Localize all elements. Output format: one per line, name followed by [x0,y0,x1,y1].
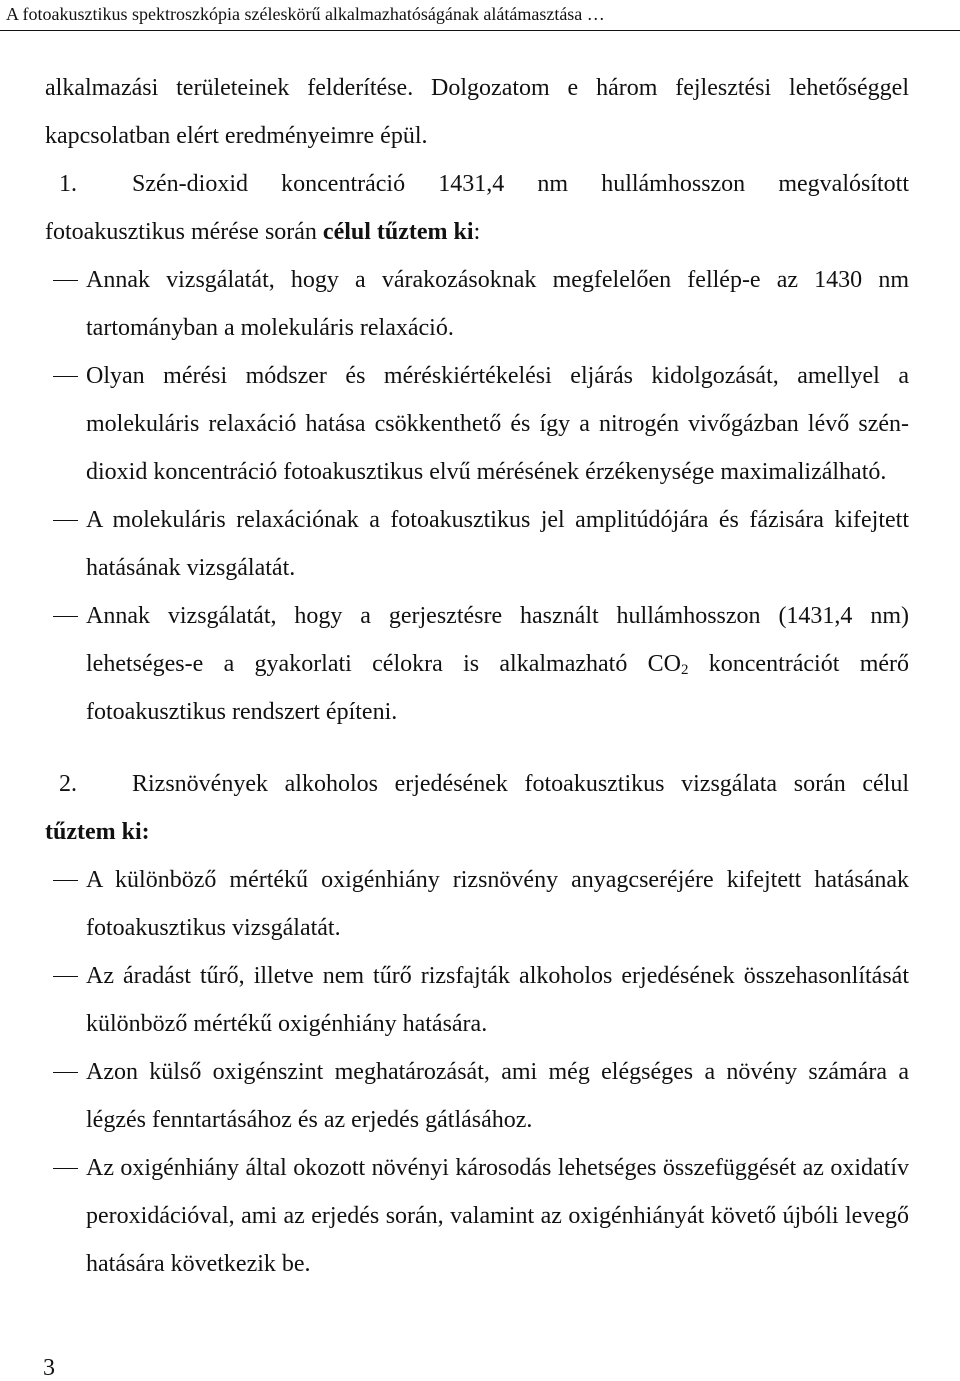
section-1-lead-bold: célul tűztem ki [322,219,474,245]
section-2-bullet-4 [45,1144,909,1288]
bullet-text: Az oxigénhiány által okozott növényi károsodás lehetséges összefüggését az oxidatív peroxidációval, ami az erjedés során, valamint az oxigénhiányát követő újbóli levegő hatására következik be. [86,1155,909,1277]
section-1-bullet-1 [45,256,909,352]
bullet-text-tail: koncentrációt mérő fotoakusztikus rendszert építeni. [86,651,909,725]
dash-bullet-icon [53,280,78,281]
dash-bullet-icon [53,616,78,617]
section-2-lead-bold: tűztem ki: [45,819,150,845]
bullet-text: A különböző mértékű oxigénhiány rizsnövény anyagcseréjére kifejtett hatásának fotoakusztikus vizsgálatát. [86,867,909,941]
intro-paragraph: alkalmazási területeinek felderítése. Dolgozatom e három fejlesztési lehetőséggel kapcsolatban elért eredményeimre épül. [45,75,909,149]
section-2-lead-text: Rizsnövények alkoholos erjedésének fotoakusztikus vizsgálata során célul [132,771,909,797]
dash-bullet-icon [53,880,78,881]
section-2-lead [45,760,909,856]
section-1-bullet-3 [45,496,909,592]
section-2-number: 2. [59,771,77,797]
bullet-text: Annak vizsgálatát, hogy a gerjesztésre használt hullámhosszon (1431,4 nm) lehetséges-e a gyakorlati célokra is alkalmazható CO [86,603,909,677]
dash-bullet-icon [53,1168,78,1169]
section-1-bullet-2 [45,352,909,496]
bullet-text: A molekuláris relaxációnak a fotoakusztikus jel amplitúdójára és fázisára kifejtett hatásának vizsgálatát. [86,507,909,581]
section-1-lead-tail: : [473,219,481,245]
bullet-text: Az áradást tűrő, illetve nem tűrő rizsfajták alkoholos erjedésének összehasonlítását különböző mértékű oxigénhiány hatására. [86,963,909,1037]
page-body [45,64,909,1288]
section-2-bullet-3 [45,1048,909,1144]
section-1-bullet-4 [45,592,909,736]
bullet-text: Azon külső oxigénszint meghatározását, ami még elégséges a növény számára a légzés fenntartásához és az erjedés gátlásához. [86,1059,909,1133]
dash-bullet-icon [53,1072,78,1073]
dash-bullet-icon [53,976,78,977]
section-spacer [45,736,909,760]
bullet-text: Olyan mérési módszer és méréskiértékelési eljárás kidolgozását, amellyel a molekuláris relaxáció hatása csökkenthető és így a nitrogén vivőgázban lévő szén-dioxid koncentráció fotoakusztikus elvű mérésének érzékenysége maximalizálható. [86,363,909,485]
co2-subscript: 2 [680,662,689,678]
section-1-number: 1. [59,171,77,197]
running-header: A fotoakusztikus spektroszkópia széleskörű alkalmazhatóságának alátámasztása … [6,4,605,24]
bullet-text: Annak vizsgálatát, hogy a várakozásoknak megfelelően fellép-e az 1430 nm tartományban a molekuláris relaxáció. [86,267,909,341]
section-2-bullet-2 [45,952,909,1048]
page-number: 3 [43,1355,55,1381]
section-2-bullet-1 [45,856,909,952]
section-1-lead [45,160,909,256]
section-1-lead-text: Szén-dioxid koncentráció 1431,4 nm hullámhosszon megvalósított fotoakusztikus mérése során [45,171,909,245]
header-rule [0,30,960,31]
dash-bullet-icon [53,376,78,377]
dash-bullet-icon [53,520,78,521]
